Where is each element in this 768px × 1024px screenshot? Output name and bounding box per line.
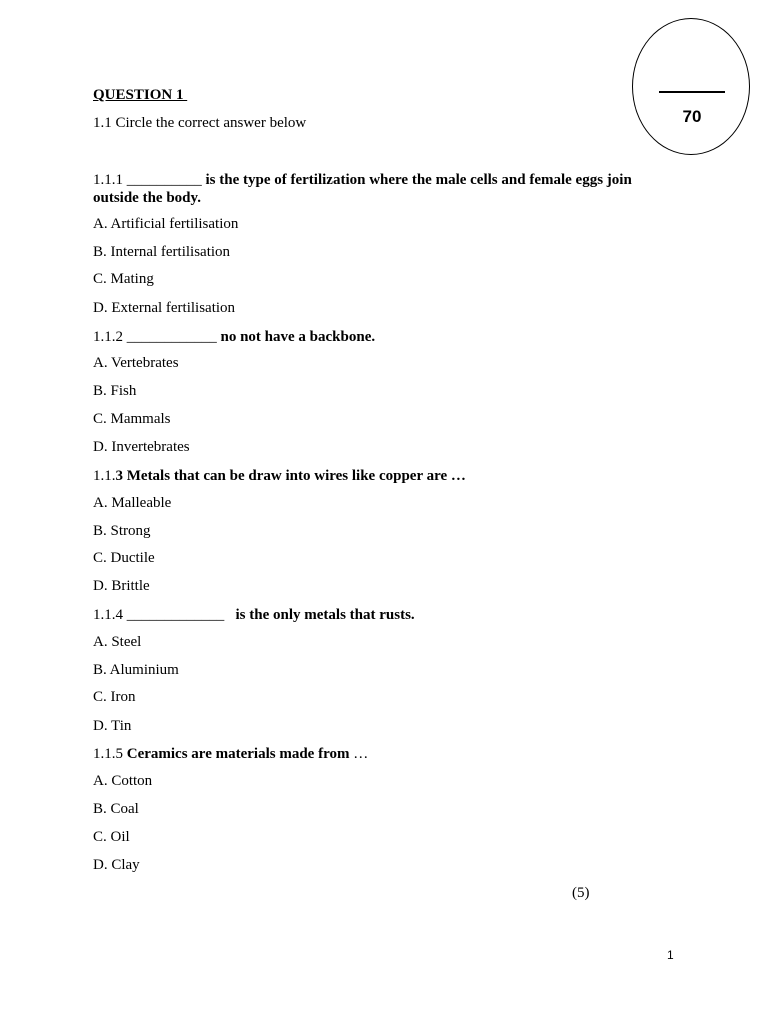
question-text: Ceramics are materials made from [126,746,350,762]
option-b[interactable]: B. Aluminium [93,662,179,678]
option-b[interactable]: B. Fish [93,383,137,399]
question-suffix: … [353,746,369,762]
option-c[interactable]: C. Mating [93,271,154,287]
question-number: 1.1.4 [93,607,123,623]
question-heading: QUESTION 1 [93,87,188,103]
question-1-1-5 [93,745,368,763]
option-b[interactable]: B. Strong [93,523,151,539]
score-circle [632,18,750,155]
answer-blank: __________ [126,172,202,188]
question-1-1-2 [93,328,375,346]
question-text: no not have a backbone. [220,329,376,345]
question-1-1-3 [93,467,466,485]
option-d[interactable]: D. Invertebrates [93,439,190,455]
question-number: 1.1. [93,468,116,484]
instruction-text: 1.1 Circle the correct answer below [93,115,307,131]
option-c[interactable]: C. Mammals [93,411,171,427]
question-number: 1.1.1 [93,172,123,188]
question-text: is the only metals that rusts. [235,607,415,623]
marks-total: (5) [572,885,590,901]
option-b[interactable]: B. Internal fertilisation [93,244,231,260]
option-c[interactable]: C. Oil [93,829,130,845]
question-1-1-4 [93,606,415,624]
option-c[interactable]: C. Ductile [93,550,155,566]
question-number: 1.1.2 [93,329,123,345]
option-a[interactable]: A. Steel [93,634,142,650]
option-d[interactable]: D. Tin [93,718,132,734]
option-a[interactable]: A. Vertebrates [93,355,179,371]
answer-blank: ____________ [126,329,217,345]
answer-blank: _____________ [126,607,225,623]
score-total: 70 [682,107,702,126]
option-a[interactable]: A. Cotton [93,773,153,789]
option-a[interactable]: A. Artificial fertilisation [93,216,239,232]
question-number: 1.1.5 [93,746,123,762]
score-blank-line [659,91,725,93]
question-1-1-1 [93,171,663,207]
option-a[interactable]: A. Malleable [93,495,172,511]
question-text: 3 Metals that can be draw into wires like copper are … [115,468,466,484]
option-b[interactable]: B. Coal [93,801,139,817]
option-d[interactable]: D. External fertilisation [93,300,236,316]
option-d[interactable]: D. Brittle [93,578,150,594]
option-c[interactable]: C. Iron [93,689,136,705]
page-number: 1 [667,948,674,962]
option-d[interactable]: D. Clay [93,857,140,873]
question-text: is the type of fertilization where the male cells and female eggs join outside the body. [93,172,632,206]
